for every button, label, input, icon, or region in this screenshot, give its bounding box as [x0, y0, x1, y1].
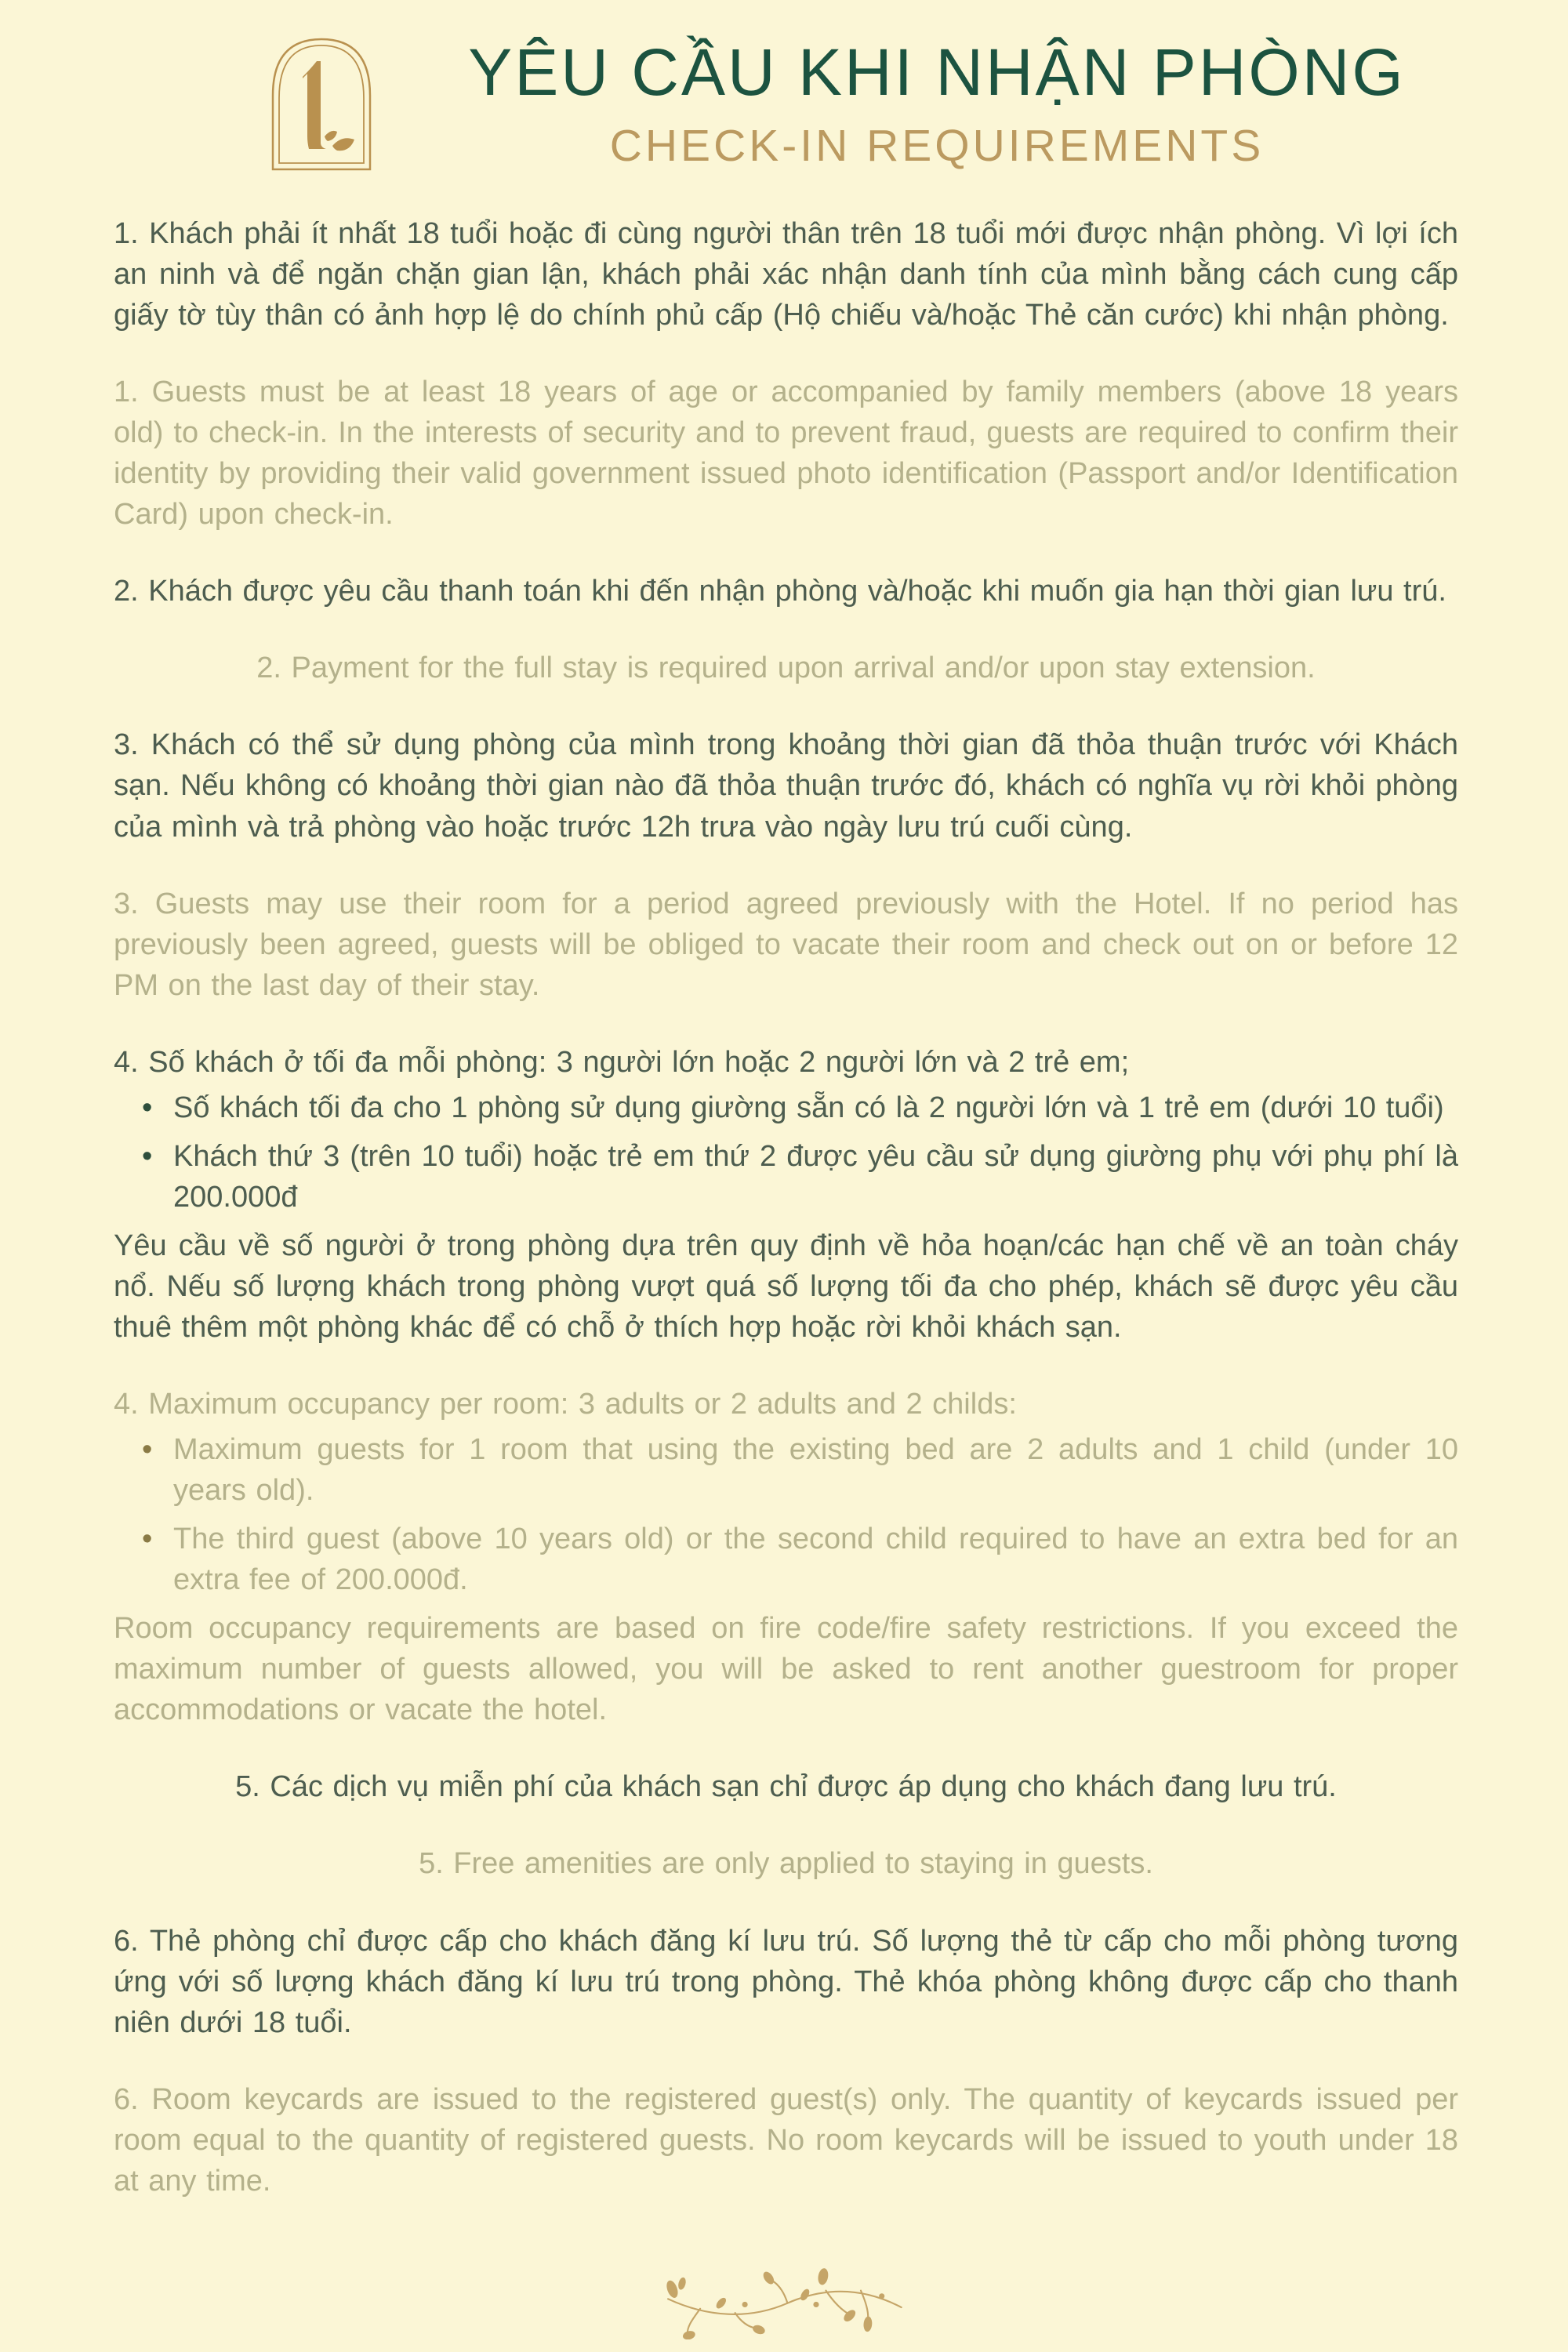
rule-1-english: 1. Guests must be at least 18 years of age or accompanied by family members (above 18 years old) to check-in. In the interests of security and to prevent fraud, guests are required to confirm their identity by providing their valid government issued photo identification (Passport and/or Identification Card) upon check-in. — [114, 376, 1458, 532]
list-item — [173, 1136, 1458, 1218]
rule-6-english: 6. Room keycards are issued to the registered guest(s) only. The quantity of keycards issued per room equal to the quantity of registered guests. No room keycards will be issued to youth under 18 at any time. — [114, 2082, 1458, 2198]
rule-5-english: 5. Free amenities are only applied to staying in guests. — [419, 1847, 1153, 1881]
rule-4-vietnamese-list — [114, 1087, 1458, 1218]
list-item-text: Khách thứ 3 (trên 10 tuổi) hoặc trẻ em thứ 2 được yêu cầu sử dụng giường phụ với phụ phí là 200.000đ — [173, 1139, 1458, 1214]
rule-4-english-list — [114, 1429, 1458, 1600]
page-title: YÊU CẦU KHI NHẬN PHÒNG — [468, 35, 1406, 109]
page-subtitle: CHECK-IN REQUIREMENTS — [609, 121, 1265, 171]
rule-4-english-heading: 4. Maximum occupancy per room: 3 adults or 2 adults and 2 childs: — [114, 1388, 1017, 1421]
rule-6-vietnamese: 6. Thẻ phòng chỉ được cấp cho khách đăng kí lưu trú. Số lượng thẻ từ cấp cho mỗi phòng tương ứng với số lượng khách đăng kí lưu trú trong phòng. Thẻ khóa phòng không được cấp cho thanh niên dưới 18 tuổi. — [114, 1924, 1458, 2039]
document-body — [0, 202, 1568, 2201]
list-item — [173, 1087, 1458, 1128]
floral-decoration-icon — [649, 2263, 920, 2339]
list-item — [173, 1429, 1458, 1511]
header — [0, 0, 1568, 202]
rule-4-vietnamese-heading: 4. Số khách ở tối đa mỗi phòng: 3 người lớn hoặc 2 người lớn và 2 trẻ em; — [114, 1045, 1130, 1079]
rule-3-english: 3. Guests may use their room for a period agreed previously with the Hotel. If no period has previously been agreed, guests will be obliged to vacate their room and check out on or before 12 PM on the last day of their stay. — [114, 887, 1458, 1002]
list-item-text: The third guest (above 10 years old) or the second child required to have an extra bed for an extra fee of 200.000đ. — [173, 1523, 1458, 1597]
header-titles — [314, 34, 1560, 172]
rule-1-vietnamese: 1. Khách phải ít nhất 18 tuổi hoặc đi cùng người thân trên 18 tuổi mới được nhận phòng. Vì lợi ích an ninh và để ngăn chặn gian lận, khách phải xác nhận danh tính của mình bằng cách cung cấp giấy tờ tùy thân có ảnh hợp lệ do chính phủ cấp (Hộ chiếu và/hoặc Thẻ căn cước) khi nhận phòng. — [114, 217, 1458, 332]
rule-4-vietnamese-note: Yêu cầu về số người ở trong phòng dựa trên quy định về hỏa hoạn/các hạn chế về an toàn cháy nổ. Nếu số lượng khách trong phòng vượt quá số lượng tối đa cho phép, khách sẽ được yêu cầu thuê thêm một phòng khác để có chỗ ở thích hợp hoặc rời khỏi khách sạn. — [114, 1229, 1458, 1344]
list-item — [173, 1519, 1458, 1600]
list-item-text: Số khách tối đa cho 1 phòng sử dụng giường sẵn có là 2 người lớn và 1 trẻ em (dưới 10 tuổi) — [173, 1091, 1444, 1124]
list-item-text: Maximum guests for 1 room that using the existing bed are 2 adults and 1 child (under 10 years old). — [173, 1433, 1458, 1508]
rule-2-english: 2. Payment for the full stay is required upon arrival and/or upon stay extension. — [256, 652, 1316, 685]
rule-3-vietnamese: 3. Khách có thể sử dụng phòng của mình trong khoảng thời gian đã thỏa thuận trước với Khách sạn. Nếu không có khoảng thời gian nào đã thỏa thuận trước đó, khách có nghĩa vụ rời khỏi phòng của mình và trả phòng vào hoặc trước 12h trưa vào ngày lưu trú cuối cùng. — [114, 728, 1458, 844]
rule-2-vietnamese: 2. Khách được yêu cầu thanh toán khi đến nhận phòng và/hoặc khi muốn gia hạn thời gian lưu trú. — [114, 575, 1446, 608]
rule-5-vietnamese: 5. Các dịch vụ miễn phí của khách sạn chỉ được áp dụng cho khách đang lưu trú. — [235, 1770, 1337, 1804]
rule-4-english-note: Room occupancy requirements are based on fire code/fire safety restrictions. If you exceed the maximum number of guests allowed, you will be asked to rent another guestroom for proper accommodations or vacate the hotel. — [114, 1612, 1458, 1727]
